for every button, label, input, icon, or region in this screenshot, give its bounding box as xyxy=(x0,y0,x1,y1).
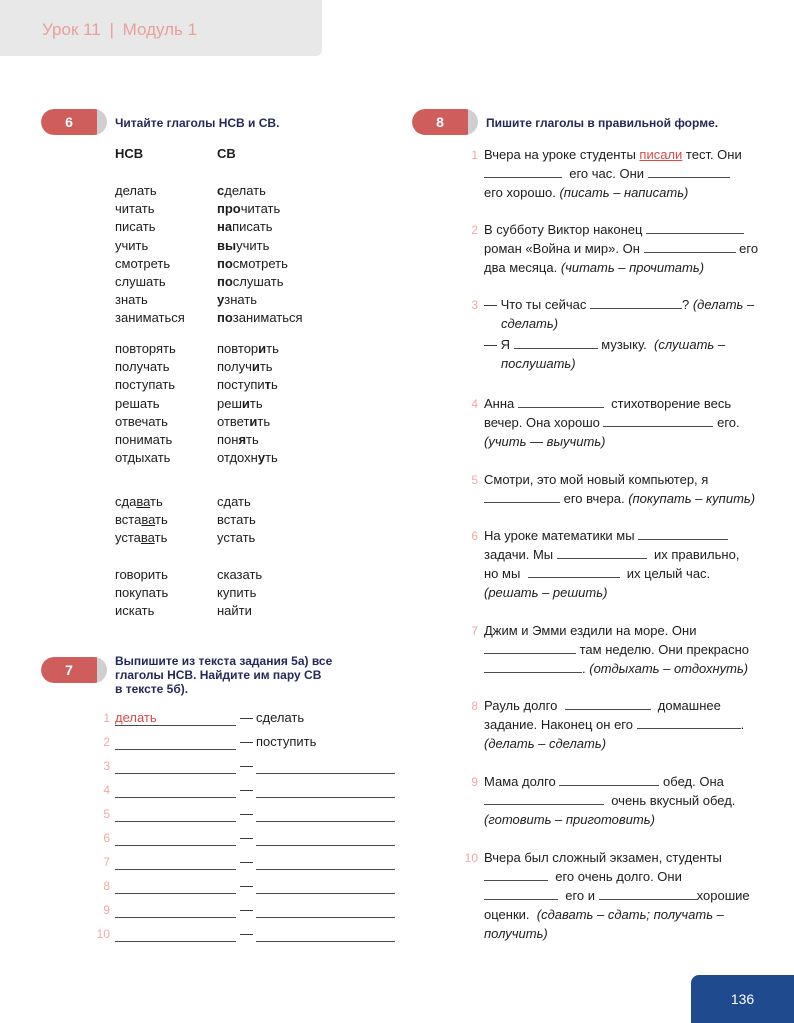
exercise-4 xyxy=(484,394,774,451)
dash: — xyxy=(240,734,253,749)
answer-blank[interactable] xyxy=(484,641,576,654)
answer-blank[interactable] xyxy=(637,716,741,729)
answer-blank[interactable] xyxy=(644,240,736,253)
module-label: Модуль 1 xyxy=(122,20,198,39)
sv-verb: выучить xyxy=(217,237,270,253)
dash: — xyxy=(240,758,253,773)
exercise-3 xyxy=(484,295,774,373)
task6-title: Читайте глаголы НСВ и СВ. xyxy=(115,116,280,130)
task8-title: Пишите глаголы в правильной форме. xyxy=(486,116,719,130)
nsv-verb: слушать xyxy=(115,274,166,289)
answer-blank[interactable] xyxy=(518,395,604,408)
exercise-text: два месяца. xyxy=(484,260,558,275)
dash: — xyxy=(240,926,253,941)
verb-hint: (покупать – купить) xyxy=(628,491,756,506)
exercise-number: 8 xyxy=(471,699,478,713)
verb-hint: (решать – решить) xyxy=(484,585,608,600)
sv-verb: позаниматься xyxy=(217,310,303,326)
nsv-verb: сдавать xyxy=(115,494,163,509)
exercise-text: его вчера. xyxy=(563,491,625,506)
answer-blank[interactable] xyxy=(484,165,562,178)
sv-verb: встать xyxy=(217,512,256,528)
answer-blank[interactable] xyxy=(590,296,682,309)
exercise-text: Вчера был сложный экзамен, студенты xyxy=(484,850,722,865)
sv-answer-line[interactable] xyxy=(256,941,395,942)
nsv-verb: знать xyxy=(115,292,148,308)
sv-answer-line[interactable] xyxy=(256,773,395,774)
exercise-text: Вчера на уроке студенты xyxy=(484,147,640,162)
exercise-text: хорошие xyxy=(696,888,750,903)
answer-blank[interactable] xyxy=(599,887,697,900)
nsv-verb: повторять xyxy=(115,341,176,356)
sv-verb: ответить xyxy=(217,413,271,429)
nsv-column-header: НСВ xyxy=(115,146,144,161)
nsv-verb: смотреть xyxy=(115,255,171,271)
nsv-answer-line[interactable] xyxy=(115,893,236,894)
verb-hint: (слушать – xyxy=(654,337,726,352)
exercise-text: его xyxy=(739,241,759,256)
answer-blank[interactable] xyxy=(648,165,730,178)
verb-hint: (учить — выучить) xyxy=(484,434,606,449)
badge-tab xyxy=(97,109,107,135)
row-number: 1 xyxy=(103,711,110,725)
dash: — xyxy=(240,710,253,725)
exercise-number: 1 xyxy=(471,148,478,162)
sv-answer-line[interactable] xyxy=(256,869,395,870)
nsv-verb: покупать xyxy=(115,585,169,601)
exercise-text: . xyxy=(740,717,745,732)
task7-title-line: в тексте 5б). xyxy=(115,682,189,696)
breadcrumb-separator: | xyxy=(109,20,114,39)
nsv-verb: говорить xyxy=(115,567,168,582)
task7-title-line: Выпишите из текста задания 5а) все xyxy=(115,654,333,668)
page-number: 136 xyxy=(730,991,755,1007)
verb-hint: (писать – написать) xyxy=(559,185,689,200)
exercise-text: его час. Они xyxy=(569,166,645,181)
nsv-verb: учить xyxy=(115,237,149,253)
sv-answer-line[interactable] xyxy=(256,893,395,894)
nsv-answer-line[interactable] xyxy=(115,917,236,918)
verb-hint: сделать) xyxy=(501,316,559,331)
nsv-verb: уставать xyxy=(115,530,168,546)
sv-column-header: СВ xyxy=(217,146,236,161)
answer-blank[interactable] xyxy=(638,527,728,540)
exercise-text: Рауль долго xyxy=(484,698,558,713)
exercise-2 xyxy=(484,220,774,277)
sv-verb: посмотреть xyxy=(217,255,288,271)
answer-blank[interactable] xyxy=(484,792,604,805)
nsv-verb: вставать xyxy=(115,512,168,528)
example-answer: писали xyxy=(639,147,683,162)
sv-verb: написать xyxy=(217,219,273,235)
sv-verb: получить xyxy=(217,359,273,375)
nsv-verb: писать xyxy=(115,219,156,235)
dash: — xyxy=(240,806,253,821)
answer-blank[interactable] xyxy=(484,490,560,503)
row-number: 3 xyxy=(103,759,110,773)
nsv-answer-line[interactable] xyxy=(115,725,236,726)
exercise-text: стихотворение весь xyxy=(611,396,732,411)
row-number: 7 xyxy=(103,855,110,869)
exercise-text: но мы xyxy=(484,566,521,581)
exercise-7 xyxy=(484,621,774,678)
nsv-verb: отдыхать xyxy=(115,450,171,466)
verb-hint: (делать – сделать) xyxy=(484,736,607,751)
exercise-number: 3 xyxy=(471,298,478,312)
badge-tab xyxy=(468,109,478,135)
nsv-answer-line[interactable] xyxy=(115,869,236,870)
exercise-text: задание. Наконец он его xyxy=(484,717,633,732)
exercise-text: Мама долго xyxy=(484,774,556,789)
exercise-text: там неделю. Они прекрасно xyxy=(579,642,749,657)
nsv-verb: читать xyxy=(115,201,155,217)
answer-blank[interactable] xyxy=(514,336,598,349)
exercise-5 xyxy=(484,470,774,508)
task6-badge xyxy=(41,109,107,135)
verb-hint: послушать) xyxy=(501,356,576,371)
nsv-verb: искать xyxy=(115,603,155,619)
badge-tab xyxy=(97,657,107,683)
exercise-text: вечер. Она хорошо xyxy=(484,415,600,430)
exercise-text: ? xyxy=(681,297,690,312)
lesson-breadcrumb xyxy=(42,20,197,40)
nsv-answer-line[interactable] xyxy=(115,773,236,774)
nsv-answer-line[interactable] xyxy=(115,749,236,750)
answer-blank[interactable] xyxy=(484,887,558,900)
verb-hint: (делать – xyxy=(692,297,755,312)
exercise-text: его и xyxy=(565,888,596,903)
dash: — xyxy=(240,782,253,797)
nsv-verb: отвечать xyxy=(115,413,168,429)
exercise-text: его. xyxy=(717,415,740,430)
exercise-text: . xyxy=(582,661,586,676)
exercise-text: их правильно, xyxy=(654,547,740,562)
exercise-number: 4 xyxy=(471,397,478,411)
exercise-1 xyxy=(484,145,774,202)
answer-blank[interactable] xyxy=(484,868,548,881)
sv-answer-line[interactable] xyxy=(256,845,395,846)
sv-verb: сказать xyxy=(217,567,263,582)
lesson-label: Урок 11 xyxy=(42,20,101,39)
exercise-text: обед. Она xyxy=(663,774,724,789)
verb-hint: (сдавать – сдать; получать – xyxy=(536,907,724,922)
verb-hint: (читать – прочитать) xyxy=(560,260,705,275)
sv-answer-line[interactable] xyxy=(256,821,395,822)
exercise-text: тест. Они xyxy=(682,147,742,162)
sv-verb: решить xyxy=(217,395,263,411)
sv-verb: купить xyxy=(217,585,257,601)
task6-number: 6 xyxy=(41,109,97,135)
nsv-verb: поступать xyxy=(115,377,176,393)
exercise-8 xyxy=(484,696,774,753)
verb-hint: (отдыхать – отдохнуть) xyxy=(589,661,749,676)
sv-answer: сделать xyxy=(256,710,305,725)
task7-badge xyxy=(41,657,107,683)
exercise-text: Джим и Эмми ездили на море. Они xyxy=(484,623,697,638)
dash: — xyxy=(240,854,253,869)
task7-title xyxy=(115,654,332,696)
sv-verb: повторить xyxy=(217,341,279,356)
answer-blank[interactable] xyxy=(565,697,651,710)
exercise-text: задачи. Мы xyxy=(484,547,554,562)
sv-answer-line[interactable] xyxy=(256,797,395,798)
exercise-number: 5 xyxy=(471,473,478,487)
exercise-number: 2 xyxy=(471,223,478,237)
task7-number: 7 xyxy=(41,657,97,683)
nsv-answer: делать xyxy=(115,710,157,725)
sv-verb: отдохнуть xyxy=(217,450,278,466)
answer-blank[interactable] xyxy=(557,546,647,559)
sv-verb: послушать xyxy=(217,274,284,289)
nsv-answer-line[interactable] xyxy=(115,941,236,942)
row-number: 9 xyxy=(103,903,110,917)
row-number: 2 xyxy=(103,735,110,749)
sv-verb: узнать xyxy=(217,292,258,308)
exercise-number: 10 xyxy=(464,851,478,865)
answer-blank[interactable] xyxy=(603,414,713,427)
dash: — xyxy=(240,830,253,845)
exercise-10 xyxy=(484,848,774,943)
answer-blank[interactable] xyxy=(528,565,620,578)
dash: — xyxy=(240,878,253,893)
nsv-verb: получать xyxy=(115,359,170,375)
exercise-text: В субботу Виктор наконец xyxy=(484,222,643,237)
verb-hint: (готовить – приготовить) xyxy=(484,812,655,827)
sv-verb: сделать xyxy=(217,183,266,198)
exercise-number: 9 xyxy=(471,775,478,789)
sv-verb: поступить xyxy=(217,377,278,393)
exercise-text: оценки. xyxy=(484,907,530,922)
row-number: 8 xyxy=(103,879,110,893)
answer-blank[interactable] xyxy=(484,660,582,673)
nsv-answer-line[interactable] xyxy=(115,797,236,798)
sv-verb: понять xyxy=(217,432,259,447)
exercise-text: На уроке математики мы xyxy=(484,528,635,543)
nsv-verb: заниматься xyxy=(115,310,185,326)
exercise-text: очень вкусный обед. xyxy=(611,793,736,808)
exercise-9 xyxy=(484,772,774,829)
task8-number: 8 xyxy=(412,109,468,135)
nsv-verb: понимать xyxy=(115,432,173,447)
nsv-verb: решать xyxy=(115,395,160,411)
sv-answer: поступить xyxy=(256,734,317,749)
nsv-answer-line[interactable] xyxy=(115,821,236,822)
exercise-text: его очень долго. Они xyxy=(555,869,682,884)
exercise-number: 6 xyxy=(471,529,478,543)
row-number: 10 xyxy=(96,927,110,941)
exercise-text: — Я xyxy=(484,337,510,352)
sv-verb: устать xyxy=(217,530,256,546)
answer-blank[interactable] xyxy=(646,221,744,234)
answer-blank[interactable] xyxy=(559,773,659,786)
exercise-text: роман «Война и мир». Он xyxy=(484,241,640,256)
sv-verb: сдать xyxy=(217,494,251,509)
nsv-answer-line[interactable] xyxy=(115,845,236,846)
row-number: 4 xyxy=(103,783,110,797)
nsv-verb: делать xyxy=(115,183,157,198)
task8-badge xyxy=(412,109,478,135)
page-number-box xyxy=(691,975,794,1023)
exercise-text: его хорошо. xyxy=(484,185,556,200)
exercise-text: Смотри, это мой новый компьютер, я xyxy=(484,472,709,487)
exercise-text: — Что ты сейчас xyxy=(484,297,587,312)
exercise-text: музыку. xyxy=(601,337,647,352)
sv-verb: прочитать xyxy=(217,201,281,217)
sv-answer-line[interactable] xyxy=(256,917,395,918)
task7-title-line: глаголы НСВ. Найдите им пару СВ xyxy=(115,668,322,682)
exercise-text: их целый час. xyxy=(626,566,711,581)
sv-verb: найти xyxy=(217,603,252,619)
row-number: 6 xyxy=(103,831,110,845)
dash: — xyxy=(240,902,253,917)
exercise-6 xyxy=(484,526,774,602)
exercise-text: Анна xyxy=(484,396,515,411)
verb-hint: получить) xyxy=(484,926,548,941)
exercise-text: домашнее xyxy=(657,698,721,713)
exercise-number: 7 xyxy=(471,624,478,638)
row-number: 5 xyxy=(103,807,110,821)
